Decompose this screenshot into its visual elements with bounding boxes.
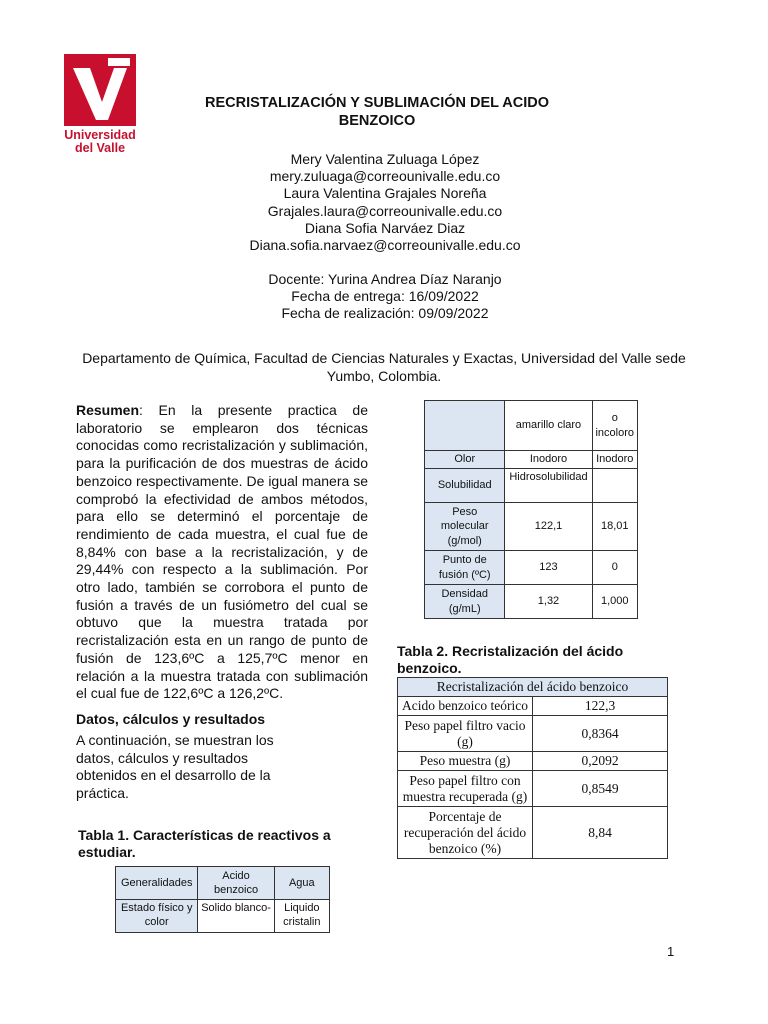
page-number: 1 (667, 944, 675, 959)
table-cell: amarillo claro (505, 401, 592, 451)
table1-continuation (424, 400, 638, 619)
university-logo (64, 54, 136, 155)
table-cell: Peso muestra (g) (398, 752, 533, 771)
table-row (116, 900, 330, 933)
table-row (398, 771, 668, 807)
table-row (398, 697, 668, 716)
table-row (116, 867, 330, 900)
table1-caption: Tabla 1. Características de reactivos a estudiar. (78, 827, 331, 860)
author-email: Diana.sofia.narvaez@correounivalle.edu.co (249, 237, 521, 254)
table-cell: Hidrosolubilidad (505, 469, 592, 503)
department-affiliation: Departamento de Química, Facultad de Ciencias Naturales y Exactas, Universidad del Valle sede Yumbo, Colombia. (82, 350, 686, 384)
table-cell: Inodoro (505, 451, 592, 469)
table-header-cell: Acido benzoico (198, 867, 274, 900)
table-cell: Solubilidad (425, 469, 505, 503)
abstract (76, 402, 368, 703)
logo-text-line2: del Valle (74, 141, 126, 155)
table2-caption: Tabla 2. Recristalización del ácido benzoico. (397, 643, 624, 676)
table-cell: 0 (592, 551, 638, 585)
author-email: mery.zuluaga@correounivalle.edu.co (269, 168, 501, 185)
execution-date: Fecha de realización: 09/09/2022 (281, 305, 489, 322)
table-cell: Peso molecular (g/mol) (425, 503, 505, 551)
table-cell: 0,2092 (533, 752, 668, 771)
table-cell: 1,000 (592, 585, 638, 619)
author-line: Diana Sofia Narváez Diaz (304, 219, 466, 236)
table-cell: 18,01 (592, 503, 638, 551)
table-cell: 1,32 (505, 585, 592, 619)
table-cell: o incoloro (592, 401, 638, 451)
section-heading-datos: Datos, cálculos y resultados (76, 711, 266, 727)
table2 (397, 677, 668, 859)
table-row (398, 716, 668, 752)
abstract-label: Resumen (76, 402, 140, 418)
table-header-cell: Recristalización del ácido benzoico (398, 678, 668, 697)
table-row (398, 807, 668, 859)
paper-title (160, 94, 594, 130)
table-cell: Densidad (g/mL) (425, 585, 505, 619)
table-cell: Solido blanco- (198, 900, 274, 933)
table-cell: 122,3 (533, 697, 668, 716)
table-cell: 123 (505, 551, 592, 585)
table-cell: Estado físico y color (116, 900, 198, 933)
logo-text-line1: Universidad (64, 128, 136, 142)
table-row (425, 503, 638, 551)
table-cell: Punto de fusión (ºC) (425, 551, 505, 585)
author-line: Mery Valentina Zuluaga López (290, 151, 480, 167)
table-row (425, 451, 638, 469)
title-line1: RECRISTALIZACIÓN Y SUBLIMACIÓN DEL ACIDO (205, 95, 549, 111)
table-cell: 0,8549 (533, 771, 668, 807)
author-email: Grajales.laura@correounivalle.edu.co (267, 202, 503, 219)
table-cell: 0,8364 (533, 716, 668, 752)
table-cell (592, 469, 638, 503)
docente-block (160, 271, 610, 323)
table-cell: Inodoro (592, 451, 638, 469)
section-text-datos: A continuación, se muestran los datos, cálculos y resultados obtenidos en el desarrollo de la práctica. (76, 732, 274, 801)
title-line2: BENZOICO (338, 113, 416, 129)
table1 (115, 866, 330, 933)
table-row (398, 752, 668, 771)
table-cell (425, 401, 505, 451)
table-cell: Olor (425, 451, 505, 469)
table-cell: Liquido cristalin (274, 900, 329, 933)
table-cell: Acido benzoico teórico (398, 697, 533, 716)
table-cell: Peso papel filtro con muestra recuperada (g) (398, 771, 533, 807)
abstract-text: : En la presente practica de laboratorio se emplearon dos técnicas conocidas como recristalización y sublimación, para la purificación de dos muestras de ácido benzoico respectivamente. De igual manera se comprobó la efectividad de ambos métodos, para ello se determinó el porcentaje de rendimiento de cada muestra, el cual fue de 8,84% con base a la recristalización, y de 29,44% con respecto a la sublimación. Por otro lado, también se corrobora el punto de fusión a través de un fusiómetro del cual se obtuvo que la muestra tratada por recristalización esta en un rango de punto de fusión de 123,6ºC a 125,7ºC menor en relación a la muestra tratada con sublimación el cual fue de 122,6ºC a 126,2ºC. (76, 402, 368, 702)
table-row (425, 551, 638, 585)
table-row (398, 678, 668, 697)
table-header-cell: Agua (274, 867, 329, 900)
table-row (425, 469, 638, 503)
table-row (425, 585, 638, 619)
table-cell: 122,1 (505, 503, 592, 551)
table-row (425, 401, 638, 451)
table-header-cell: Generalidades (116, 867, 198, 900)
delivery-date: Fecha de entrega: 16/09/2022 (291, 288, 479, 305)
author-line: Laura Valentina Grajales Noreña (283, 185, 487, 202)
table-cell: Peso papel filtro vacio (g) (398, 716, 533, 752)
authors-block (160, 151, 610, 254)
docente-name: Docente: Yurina Andrea Díaz Naranjo (268, 271, 502, 287)
univalle-logo-icon (64, 54, 136, 126)
table-cell: 8,84 (533, 807, 668, 859)
table-cell: Porcentaje de recuperación del ácido benzoico (%) (398, 807, 533, 859)
